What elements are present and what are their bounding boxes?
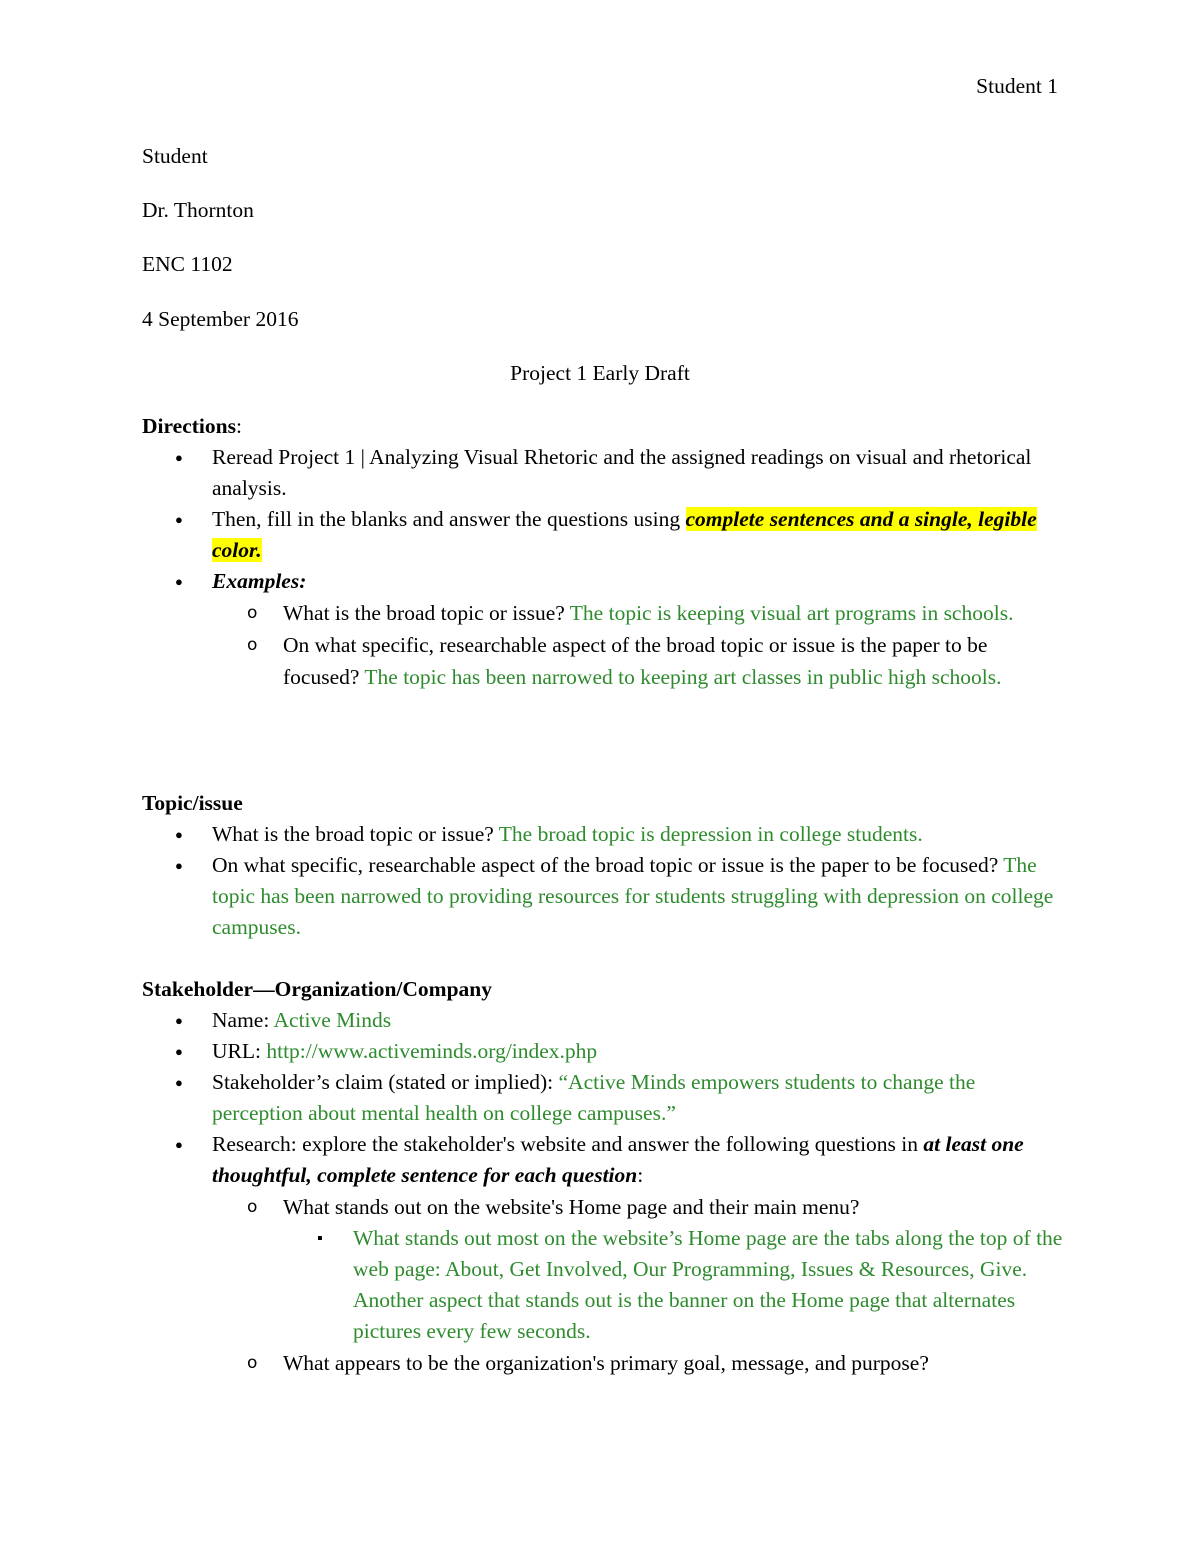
list-item xyxy=(142,442,1067,504)
student-name: Student xyxy=(142,144,208,168)
highlighted-instruction: complete sentences and a single, legible color. xyxy=(212,507,1037,562)
research-answers xyxy=(283,1223,1067,1347)
directions-colon: : xyxy=(235,414,242,438)
topic-answer: The topic has been narrowed to providing resources for students struggling with depression on college campuses. xyxy=(212,853,1054,939)
document-date: 4 September 2016 xyxy=(142,307,299,331)
topic-list xyxy=(142,819,1067,943)
list-item xyxy=(212,1347,1067,1379)
list-item xyxy=(212,597,1067,629)
research-instruction: Research: explore the stakeholder's website and answer the following questions in xyxy=(212,1132,924,1156)
stakeholder-list xyxy=(142,1005,1067,1379)
stakeholder-url: http://www.activeminds.org/index.php xyxy=(266,1039,598,1063)
research-suffix: : xyxy=(637,1163,644,1187)
directions-item-fill: Then, fill in the blanks and answer the questions using xyxy=(212,507,686,531)
instructor-name: Dr. Thornton xyxy=(142,198,254,222)
list-item xyxy=(142,1036,1067,1067)
research-question-home-page: What stands out on the website's Home page and their main menu? xyxy=(283,1195,860,1219)
claim-label: Stakeholder’s claim (stated or implied): xyxy=(212,1070,559,1094)
examples-label: Examples: xyxy=(212,569,307,593)
topic-heading: Topic/issue xyxy=(142,791,243,815)
stakeholder-claim: “Active Minds empowers students to change the perception about mental health on college campuses.” xyxy=(212,1070,976,1125)
name-label: Name: xyxy=(212,1008,274,1032)
research-question-goal: What appears to be the organization's primary goal, message, and purpose? xyxy=(283,1351,929,1375)
research-emphasis: at least one thoughtful, complete sentence for each question xyxy=(212,1132,1024,1187)
list-item xyxy=(212,629,1067,693)
topic-answer: The broad topic is depression in college students. xyxy=(498,822,923,846)
research-questions xyxy=(212,1191,1067,1379)
url-label: URL: xyxy=(212,1039,267,1063)
list-item xyxy=(142,504,1067,566)
example-answer: The topic is keeping visual art programs in schools. xyxy=(569,601,1014,625)
list-item xyxy=(142,1005,1067,1036)
example-question: On what specific, researchable aspect of the broad topic or issue is the paper to be focused? xyxy=(283,633,988,689)
stakeholder-name: Active Minds xyxy=(273,1008,392,1032)
directions-item-reread: Reread Project 1 | Analyzing Visual Rhetoric and the assigned readings on visual and rhetorical analysis. xyxy=(212,445,1032,500)
course-name: ENC 1102 xyxy=(142,252,233,276)
research-answer-home-page: What stands out most on the website’s Home page are the tabs along the top of the web page: About, Get Involved, Our Programming, Issues & Resources, Give. Another aspect that stands out is the banner on the Home page that alternates pictures every few seconds. xyxy=(353,1226,1063,1343)
document-title: Project 1 Early Draft xyxy=(510,361,690,385)
example-answer: The topic has been narrowed to keeping art classes in public high schools. xyxy=(364,665,1002,689)
list-item xyxy=(142,566,1067,693)
examples-list xyxy=(212,597,1067,693)
page-header: Student 1 xyxy=(976,74,1058,98)
topic-question: On what specific, researchable aspect of the broad topic or issue is the paper to be focused? xyxy=(212,853,1004,877)
directions-list xyxy=(142,442,1067,693)
directions-heading xyxy=(142,413,242,439)
list-item xyxy=(142,1129,1067,1379)
list-item xyxy=(142,1067,1067,1129)
topic-question: What is the broad topic or issue? xyxy=(212,822,499,846)
example-question: What is the broad topic or issue? xyxy=(283,601,570,625)
list-item xyxy=(212,1191,1067,1347)
list-item xyxy=(142,819,1067,850)
list-item xyxy=(142,850,1067,943)
list-item xyxy=(283,1223,1067,1347)
directions-label: Directions xyxy=(142,414,236,438)
stakeholder-heading: Stakeholder—Organization/Company xyxy=(142,977,492,1001)
